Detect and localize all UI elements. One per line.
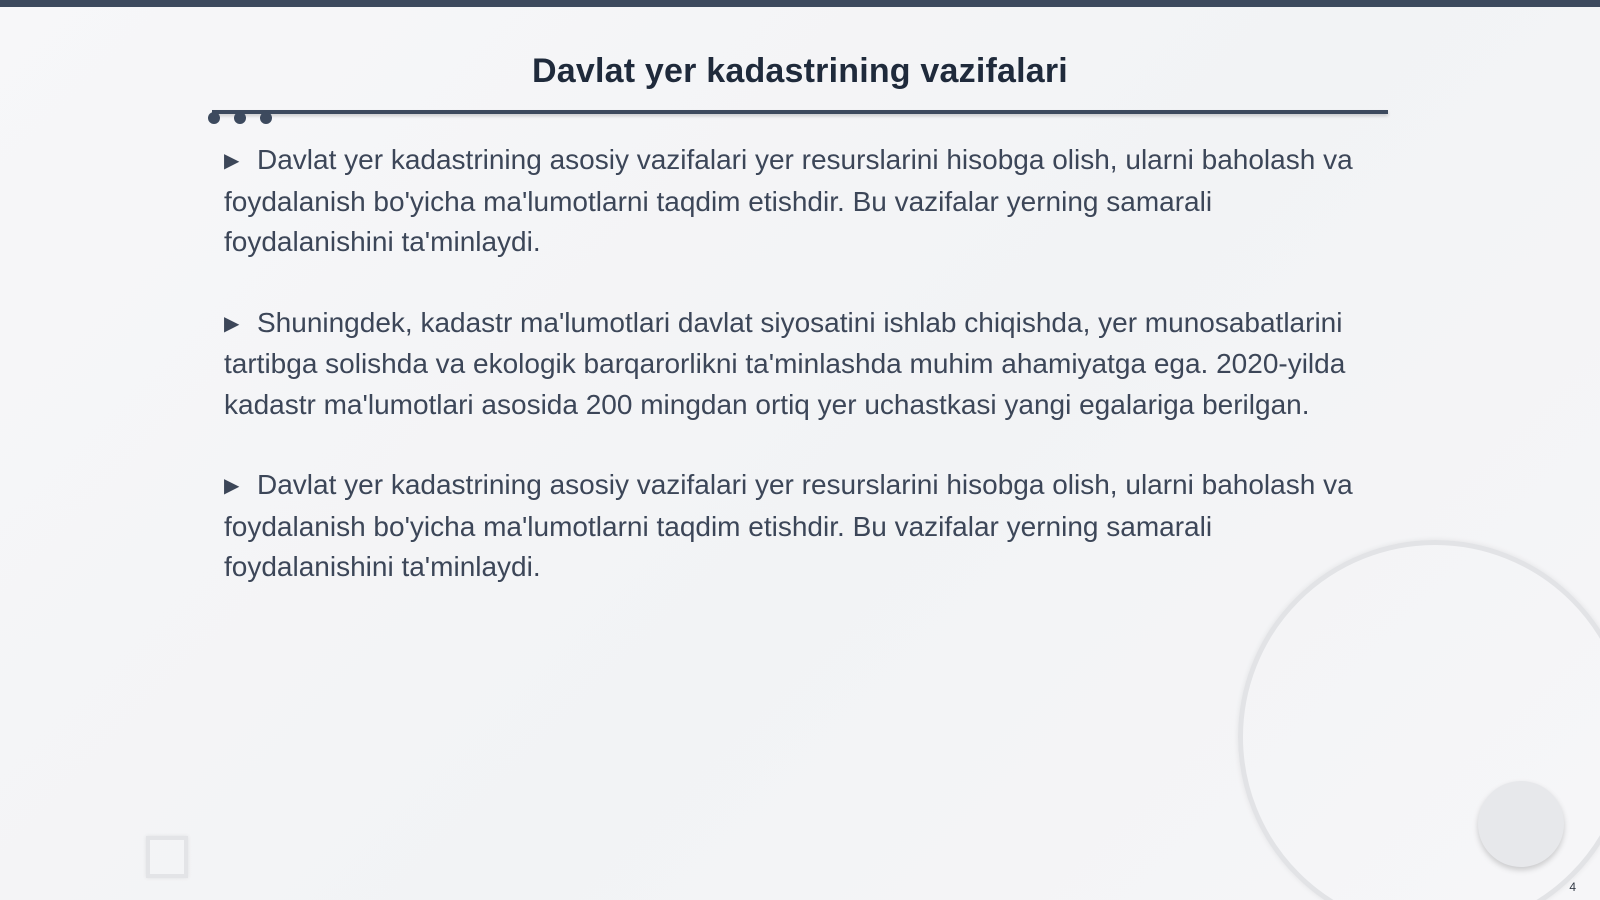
decorative-square — [146, 836, 188, 878]
page-number: 4 — [1569, 880, 1576, 894]
bullet-text: Davlat yer kadastrining asosiy vazifalari yer resurslarini hisobga olish, ularni baholash va foydalanish bo'yicha ma'lumotlarni taqdim etishdir. Bu vazifalar yerning samarali foydalanishini ta'minlaydi. — [224, 144, 1353, 257]
bullet-paragraph — [224, 140, 1364, 263]
slide-title: Davlat yer kadastrining vazifalari — [532, 52, 1068, 90]
decorative-disc — [1478, 781, 1564, 867]
title-rule-dot — [234, 112, 246, 124]
bullet-paragraph — [224, 303, 1364, 426]
bullet-text: Shuningdek, kadastr ma'lumotlari davlat siyosatini ishlab chiqishda, yer munosabatlarini tartibga solishda va ekologik barqarorlikni ta'minlashda muhim ahamiyatga ega. 2020-yilda kadastr ma'lumotlari asosida 200 mingdan ortiq yer uchastkasi yangi egalariga berilgan. — [224, 306, 1346, 420]
slide-content — [224, 140, 1364, 628]
bullet-arrow-icon: ▶ — [224, 312, 240, 335]
bullet-text: Davlat yer kadastrining asosiy vazifalari yer resurslarini hisobga olish, ularni baholash va foydalanish bo'yicha ma'lumotlarni taqdim etishdir. Bu vazifalar yerning samarali foydalanishini ta'minlaydi. — [224, 469, 1353, 582]
title-rule-dot — [260, 112, 272, 124]
title-rule-dot — [208, 112, 220, 124]
top-accent-bar — [0, 0, 1600, 7]
bullet-paragraph — [224, 465, 1364, 588]
title-underline — [212, 110, 1388, 114]
bullet-arrow-icon: ▶ — [224, 150, 240, 172]
bullet-arrow-icon: ▶ — [224, 475, 240, 497]
